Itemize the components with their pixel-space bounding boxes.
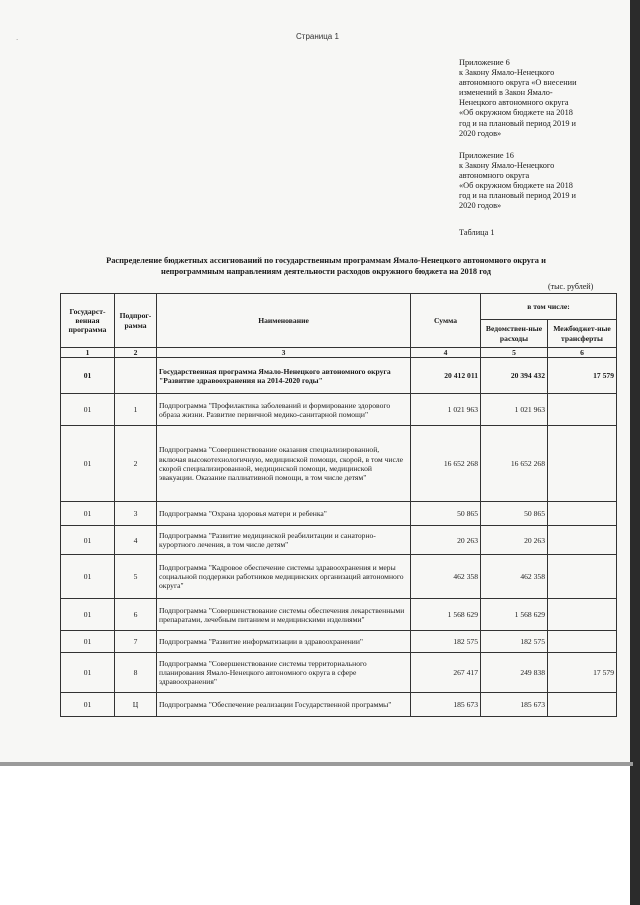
cell-transfers: 17 579: [548, 358, 617, 394]
cell-name: Подпрограмма "Профилактика заболеваний и формирование здорового образа жизни. Развитие первичной медико-санитарной помощи": [157, 394, 411, 426]
cell-sum: 20 412 011: [411, 358, 481, 394]
cell-subprogram: 7: [115, 631, 157, 653]
cell-program: 01: [61, 631, 115, 653]
table-row: [61, 693, 617, 717]
cell-transfers: [548, 426, 617, 502]
cell-sum: 1 568 629: [411, 599, 481, 631]
appendix-line: год и на плановый период 2019 и: [459, 191, 576, 201]
cell-subprogram: 2: [115, 426, 157, 502]
header-transfers: Межбюджет-ные трансферты: [548, 320, 617, 348]
column-number: 1: [61, 348, 115, 358]
cell-departmental: 50 865: [481, 502, 548, 526]
header-subprogram: Подпрог-рамма: [115, 294, 157, 348]
cell-sum: 1 021 963: [411, 394, 481, 426]
title-line: Распределение бюджетных ассигнований по государственным программам Ямало-Ненецкого автономного округа и: [106, 256, 546, 265]
column-number: 5: [481, 348, 548, 358]
appendix-line: Приложение 6: [459, 58, 510, 67]
appendix-line: к Закону Ямало-Ненецкого: [459, 161, 555, 171]
cell-sum: 182 575: [411, 631, 481, 653]
title-line: непрограммным направлениям деятельности расходов окружного бюджета на 2018 год: [161, 266, 491, 276]
cell-program: 01: [61, 502, 115, 526]
cell-departmental: 249 838: [481, 653, 548, 693]
cell-name: Подпрограмма "Охрана здоровья матери и ребенка": [157, 502, 411, 526]
budget-table: [60, 293, 617, 717]
page-header: Страница 1: [296, 32, 339, 41]
cell-program: 01: [61, 426, 115, 502]
cell-name: Подпрограмма "Совершенствование оказания специализированной, включая высокотехнологичную, медицинской помощи, скорой, в том числе скорой специализированной, медицинской помощи, медицинской эвакуации. Оказание паллиативной помощи, в том числе детям": [157, 426, 411, 502]
table-row: [61, 426, 617, 502]
table-label: Таблица 1: [459, 228, 495, 237]
cell-name: Подпрограмма "Кадровое обеспечение системы здравоохранения и меры социальной поддержки работников медицинских организаций автономного округа": [157, 555, 411, 599]
scan-edge-right: [630, 0, 640, 905]
appendix-line: Приложение 16: [459, 151, 514, 160]
appendix-line: автономного округа «О внесении: [459, 78, 577, 88]
cell-name: Подпрограмма "Развитие медицинской реабилитации и санаторно-курортного лечения, в том числе детям": [157, 526, 411, 555]
cell-subprogram: 5: [115, 555, 157, 599]
appendix-line: изменений в Закон Ямало-: [459, 88, 553, 98]
cell-sum: 462 358: [411, 555, 481, 599]
cell-transfers: [548, 394, 617, 426]
cell-departmental: 16 652 268: [481, 426, 548, 502]
header-name: Наименование: [157, 294, 411, 348]
cell-sum: 267 417: [411, 653, 481, 693]
cell-departmental: 462 358: [481, 555, 548, 599]
cell-departmental: 182 575: [481, 631, 548, 653]
appendix-16-note: [459, 151, 576, 212]
cell-transfers: [548, 631, 617, 653]
table-row: [61, 653, 617, 693]
cell-departmental: 1 568 629: [481, 599, 548, 631]
cell-transfers: [548, 502, 617, 526]
cell-subprogram: [115, 358, 157, 394]
cell-program: 01: [61, 693, 115, 717]
column-number: 4: [411, 348, 481, 358]
cell-program: 01: [61, 394, 115, 426]
header-including: в том числе:: [481, 294, 617, 320]
cell-transfers: 17 579: [548, 653, 617, 693]
table-row: [61, 555, 617, 599]
appendix-line: «Об окружном бюджете на 2018: [459, 108, 573, 118]
appendix-line: 2020 годов»: [459, 128, 502, 138]
cell-sum: 16 652 268: [411, 426, 481, 502]
cell-name: Подпрограмма "Обеспечение реализации Государственной программы": [157, 693, 411, 717]
appendix-line: 2020 годов»: [459, 201, 502, 211]
cell-program: 01: [61, 526, 115, 555]
cell-name: Подпрограмма "Развитие информатизации в здравоохранении": [157, 631, 411, 653]
table-row: [61, 631, 617, 653]
cell-sum: 50 865: [411, 502, 481, 526]
appendix-line: к Закону Ямало-Ненецкого: [459, 68, 555, 78]
cell-program: 01: [61, 599, 115, 631]
cell-transfers: [548, 693, 617, 717]
header-sum: Сумма: [411, 294, 481, 348]
document-title: [56, 256, 596, 277]
column-number: 3: [157, 348, 411, 358]
scan-edge-bottom: [0, 762, 633, 766]
cell-subprogram: Ц: [115, 693, 157, 717]
cell-transfers: [548, 526, 617, 555]
cell-departmental: 20 394 432: [481, 358, 548, 394]
cell-sum: 20 263: [411, 526, 481, 555]
column-number: 6: [548, 348, 617, 358]
column-number: 2: [115, 348, 157, 358]
cell-departmental: 20 263: [481, 526, 548, 555]
cell-subprogram: 4: [115, 526, 157, 555]
cell-subprogram: 6: [115, 599, 157, 631]
table-row: [61, 502, 617, 526]
cell-subprogram: 1: [115, 394, 157, 426]
appendix-line: «Об окружном бюджете на 2018: [459, 181, 573, 191]
unit-label: (тыс. рублей): [548, 282, 594, 291]
table-row: [61, 358, 617, 394]
cell-program: 01: [61, 358, 115, 394]
header-program: Государст-венная программа: [61, 294, 115, 348]
table-row: [61, 394, 617, 426]
cell-name: Подпрограмма "Совершенствование системы обеспечения лекарственными препаратами, лечебным питанием и медицинскими изделиями": [157, 599, 411, 631]
table-row: [61, 599, 617, 631]
cell-name: Государственная программа Ямало-Ненецкого автономного округа "Развитие здравоохранения на 2014-2020 годы": [157, 358, 411, 394]
appendix-line: год и на плановый период 2019 и: [459, 118, 576, 128]
cell-sum: 185 673: [411, 693, 481, 717]
cell-program: 01: [61, 555, 115, 599]
cell-name: Подпрограмма "Совершенствование системы территориального планирования Ямало-Ненецкого автономного округа в сфере здравоохранения": [157, 653, 411, 693]
header-departmental: Ведомствен-ные расходы: [481, 320, 548, 348]
appendix-6-note: [459, 58, 577, 139]
table-row: [61, 526, 617, 555]
appendix-line: Ненецкого автономного округа: [459, 98, 569, 108]
cell-program: 01: [61, 653, 115, 693]
scan-mark: ˋ: [16, 38, 19, 46]
cell-departmental: 1 021 963: [481, 394, 548, 426]
cell-transfers: [548, 599, 617, 631]
cell-subprogram: 3: [115, 502, 157, 526]
cell-departmental: 185 673: [481, 693, 548, 717]
cell-transfers: [548, 555, 617, 599]
cell-subprogram: 8: [115, 653, 157, 693]
appendix-line: автономного округа: [459, 171, 530, 181]
